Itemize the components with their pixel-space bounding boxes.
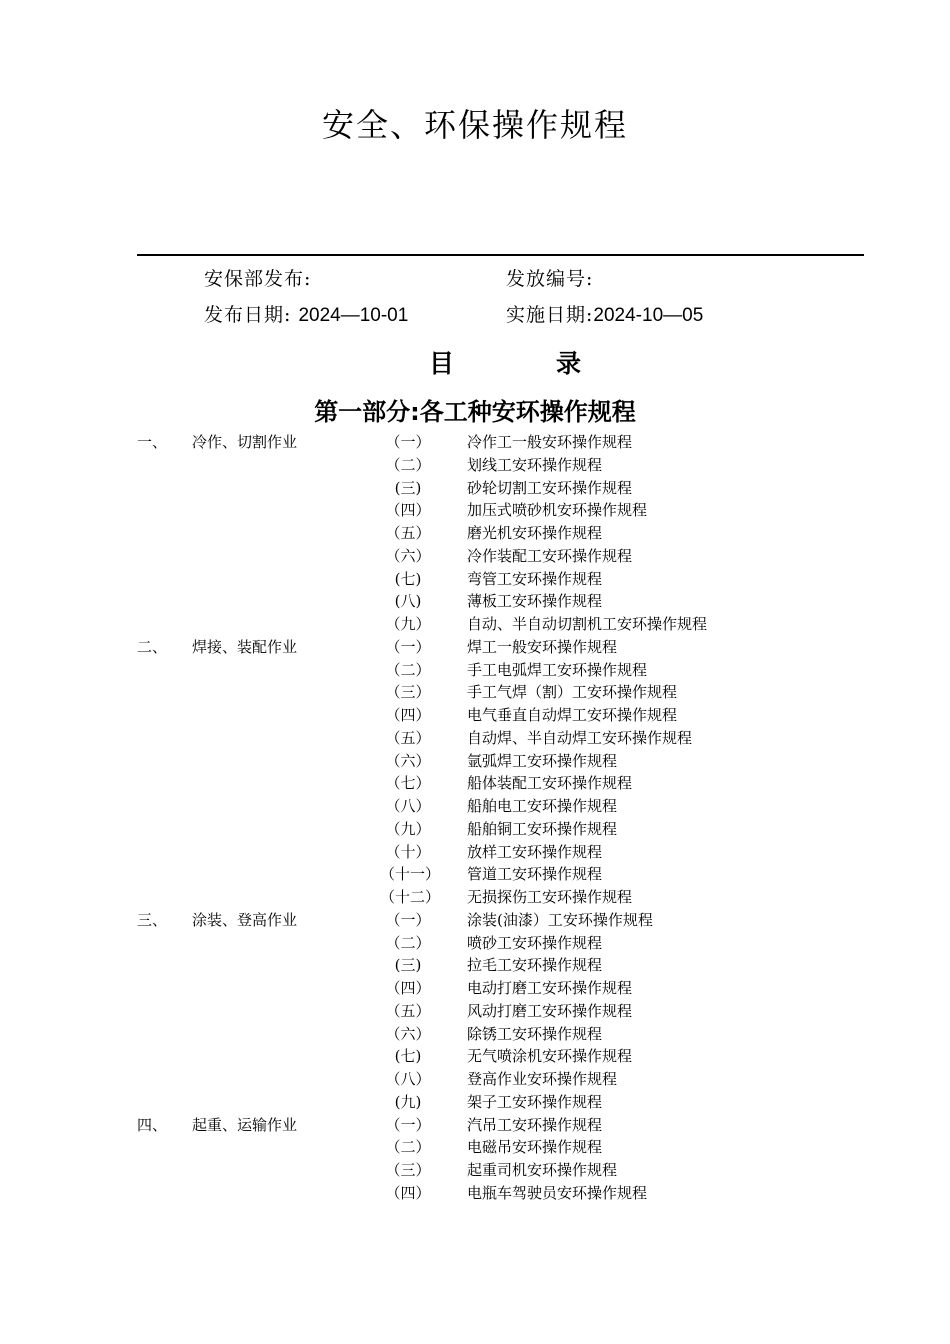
toc-entry[interactable]: [0, 954, 950, 977]
toc-entry[interactable]: [0, 750, 950, 773]
toc-entry[interactable]: [0, 613, 950, 636]
publisher-label: 安保部发布:: [204, 268, 312, 290]
toc-item-number: （五）: [385, 524, 431, 542]
toc-item-title: 弯管工安环操作规程: [467, 569, 603, 588]
toc-item-number: （五）: [385, 728, 431, 747]
toc-item-number: （四）: [385, 706, 431, 724]
toc-item-title: 砂轮切割工安环操作规程: [467, 478, 633, 497]
toc-item-number: （二）: [385, 933, 431, 952]
toc-item-number: （九）: [385, 819, 431, 838]
toc-item-number: （二）: [385, 1138, 431, 1157]
toc-section-title: 焊接、装配作业: [192, 637, 298, 656]
toc-entry[interactable]: [0, 1045, 950, 1068]
toc-section-number: 一、: [137, 433, 168, 451]
toc-item-number: （一）: [385, 1115, 431, 1134]
toc-item-title: 划线工安环操作规程: [467, 455, 603, 474]
toc-item-title: 除锈工安环操作规程: [467, 1024, 603, 1043]
toc-section-title: 起重、运输作业: [192, 1115, 298, 1134]
toc-section-number: 三、: [137, 910, 168, 929]
toc-item-number: (三): [394, 956, 422, 975]
header-divider: [137, 254, 864, 256]
document-title: 安全、环保操作规程: [321, 106, 628, 144]
toc-item-number: （六）: [385, 546, 431, 565]
toc-item-title: 冷作工一般安环操作规程: [467, 433, 633, 451]
toc-entry[interactable]: [0, 1091, 950, 1114]
toc-entry[interactable]: [0, 636, 950, 659]
toc-entry[interactable]: [0, 863, 950, 886]
toc-item-title: 管道工安环操作规程: [467, 865, 603, 884]
toc-item-number: (三): [394, 478, 422, 497]
toc-item-number: （一）: [385, 910, 431, 929]
toc-item-number: (八): [394, 592, 422, 611]
toc-item-title: 无气喷涂机安环操作规程: [467, 1047, 633, 1066]
toc-section-number: 四、: [137, 1115, 168, 1134]
toc-item-number: （九）: [385, 615, 431, 633]
toc-item-title: 自动焊、半自动焊工安环操作规程: [467, 728, 693, 747]
toc-item-number: （七）: [385, 774, 431, 793]
toc-item-number: （十一）: [380, 865, 441, 884]
toc-entry[interactable]: [0, 977, 950, 1000]
toc-item-number: （八）: [385, 1070, 431, 1088]
toc-item-title: 加压式喷砂机安环操作规程: [467, 501, 648, 520]
table-of-contents: [0, 431, 950, 1205]
toc-item-number: （四）: [385, 979, 431, 997]
toc-item-title: 电动打磨工安环操作规程: [467, 979, 633, 997]
toc-item-number: （六）: [385, 751, 431, 770]
part-one-heading: 第一部分:各工种安环操作规程: [314, 398, 636, 426]
toc-item-number: （二）: [385, 455, 431, 474]
toc-entry[interactable]: [0, 1182, 950, 1205]
effective-date-value: 2024-10—05: [593, 305, 704, 326]
toc-section-title: 涂装、登高作业: [192, 910, 298, 929]
toc-entry[interactable]: [0, 1114, 950, 1137]
toc-item-number: (九): [394, 1092, 422, 1111]
toc-entry[interactable]: [0, 1023, 950, 1046]
toc-entry[interactable]: [0, 568, 950, 591]
toc-item-title: 氩弧焊工安环操作规程: [467, 751, 618, 770]
toc-item-title: 涂装(油漆）工安环操作规程: [467, 910, 653, 929]
toc-entry[interactable]: [0, 1000, 950, 1023]
toc-entry[interactable]: [0, 1159, 950, 1182]
toc-item-number: （三）: [385, 683, 431, 702]
toc-entry[interactable]: [0, 886, 950, 909]
release-date-label: 发布日期:: [204, 304, 292, 326]
toc-item-number: （一）: [385, 433, 431, 451]
toc-item-title: 拉毛工安环操作规程: [467, 956, 603, 975]
toc-item-title: 登高作业安环操作规程: [467, 1070, 618, 1088]
toc-item-title: 放样工安环操作规程: [467, 842, 603, 861]
toc-entry[interactable]: [0, 772, 950, 795]
toc-item-number: （三）: [385, 1161, 431, 1179]
toc-item-title: 手工气焊（割）工安环操作规程: [467, 683, 678, 702]
toc-item-title: 焊工一般安环操作规程: [467, 637, 618, 656]
toc-entry[interactable]: [0, 1136, 950, 1159]
release-date-value: 2024—10-01: [298, 305, 409, 326]
toc-item-number: （四）: [385, 501, 431, 520]
toc-item-number: (七): [394, 1047, 422, 1066]
toc-item-title: 船舶电工安环操作规程: [467, 797, 618, 815]
toc-item-title: 电气垂直自动焊工安环操作规程: [467, 706, 678, 724]
toc-entry[interactable]: [0, 841, 950, 864]
toc-heading-left: 目: [429, 349, 455, 378]
effective-date-line: [506, 300, 703, 327]
toc-item-title: 冷作装配工安环操作规程: [467, 546, 633, 565]
toc-item-number: （六）: [385, 1024, 431, 1043]
toc-item-title: 架子工安环操作规程: [467, 1092, 603, 1111]
toc-item-number: （四）: [385, 1183, 431, 1202]
toc-item-title: 无损探伤工安环操作规程: [467, 888, 633, 906]
toc-entry[interactable]: [0, 932, 950, 955]
toc-entry[interactable]: [0, 795, 950, 818]
toc-item-title: 电磁吊安环操作规程: [467, 1138, 603, 1157]
toc-item-title: 起重司机安环操作规程: [467, 1161, 618, 1179]
toc-item-title: 自动、半自动切割机工安环操作规程: [467, 615, 708, 633]
toc-heading-right: 录: [556, 349, 582, 378]
toc-entry[interactable]: [0, 431, 950, 454]
toc-item-title: 喷砂工安环操作规程: [467, 933, 603, 952]
toc-item-title: 手工电弧焊工安环操作规程: [467, 660, 648, 679]
toc-item-number: （八）: [385, 797, 431, 815]
toc-entry[interactable]: [0, 1068, 950, 1091]
toc-entry[interactable]: [0, 704, 950, 727]
toc-item-number: （一）: [385, 637, 431, 656]
toc-section-title: 冷作、切割作业: [192, 433, 298, 451]
toc-item-number: (七): [394, 569, 422, 588]
toc-item-title: 船舶铜工安环操作规程: [467, 819, 618, 838]
issue-number-label: 发放编号:: [506, 268, 594, 290]
toc-item-number: （五）: [385, 1001, 431, 1020]
toc-item-title: 薄板工安环操作规程: [467, 592, 603, 611]
toc-item-number: （二）: [385, 660, 431, 679]
toc-entry[interactable]: [0, 590, 950, 613]
toc-entry[interactable]: [0, 818, 950, 841]
toc-item-title: 汽吊工安环操作规程: [467, 1115, 603, 1134]
toc-entry[interactable]: [0, 727, 950, 750]
toc-entry[interactable]: [0, 909, 950, 932]
toc-item-title: 电瓶车驾驶员安环操作规程: [467, 1183, 648, 1202]
toc-entry[interactable]: [0, 659, 950, 682]
toc-item-title: 风动打磨工安环操作规程: [467, 1001, 633, 1020]
effective-date-label: 实施日期:: [506, 304, 594, 326]
toc-section-number: 二、: [137, 637, 168, 656]
release-date-line: [204, 300, 408, 327]
toc-entry[interactable]: [0, 454, 950, 477]
toc-item-title: 船体装配工安环操作规程: [467, 774, 633, 793]
toc-item-number: （十二）: [380, 888, 441, 906]
toc-entry[interactable]: [0, 477, 950, 500]
toc-item-number: （十）: [385, 842, 431, 861]
toc-item-title: 磨光机安环操作规程: [467, 524, 603, 542]
toc-entry[interactable]: [0, 499, 950, 522]
toc-entry[interactable]: [0, 545, 950, 568]
toc-entry[interactable]: [0, 681, 950, 704]
toc-entry[interactable]: [0, 522, 950, 545]
